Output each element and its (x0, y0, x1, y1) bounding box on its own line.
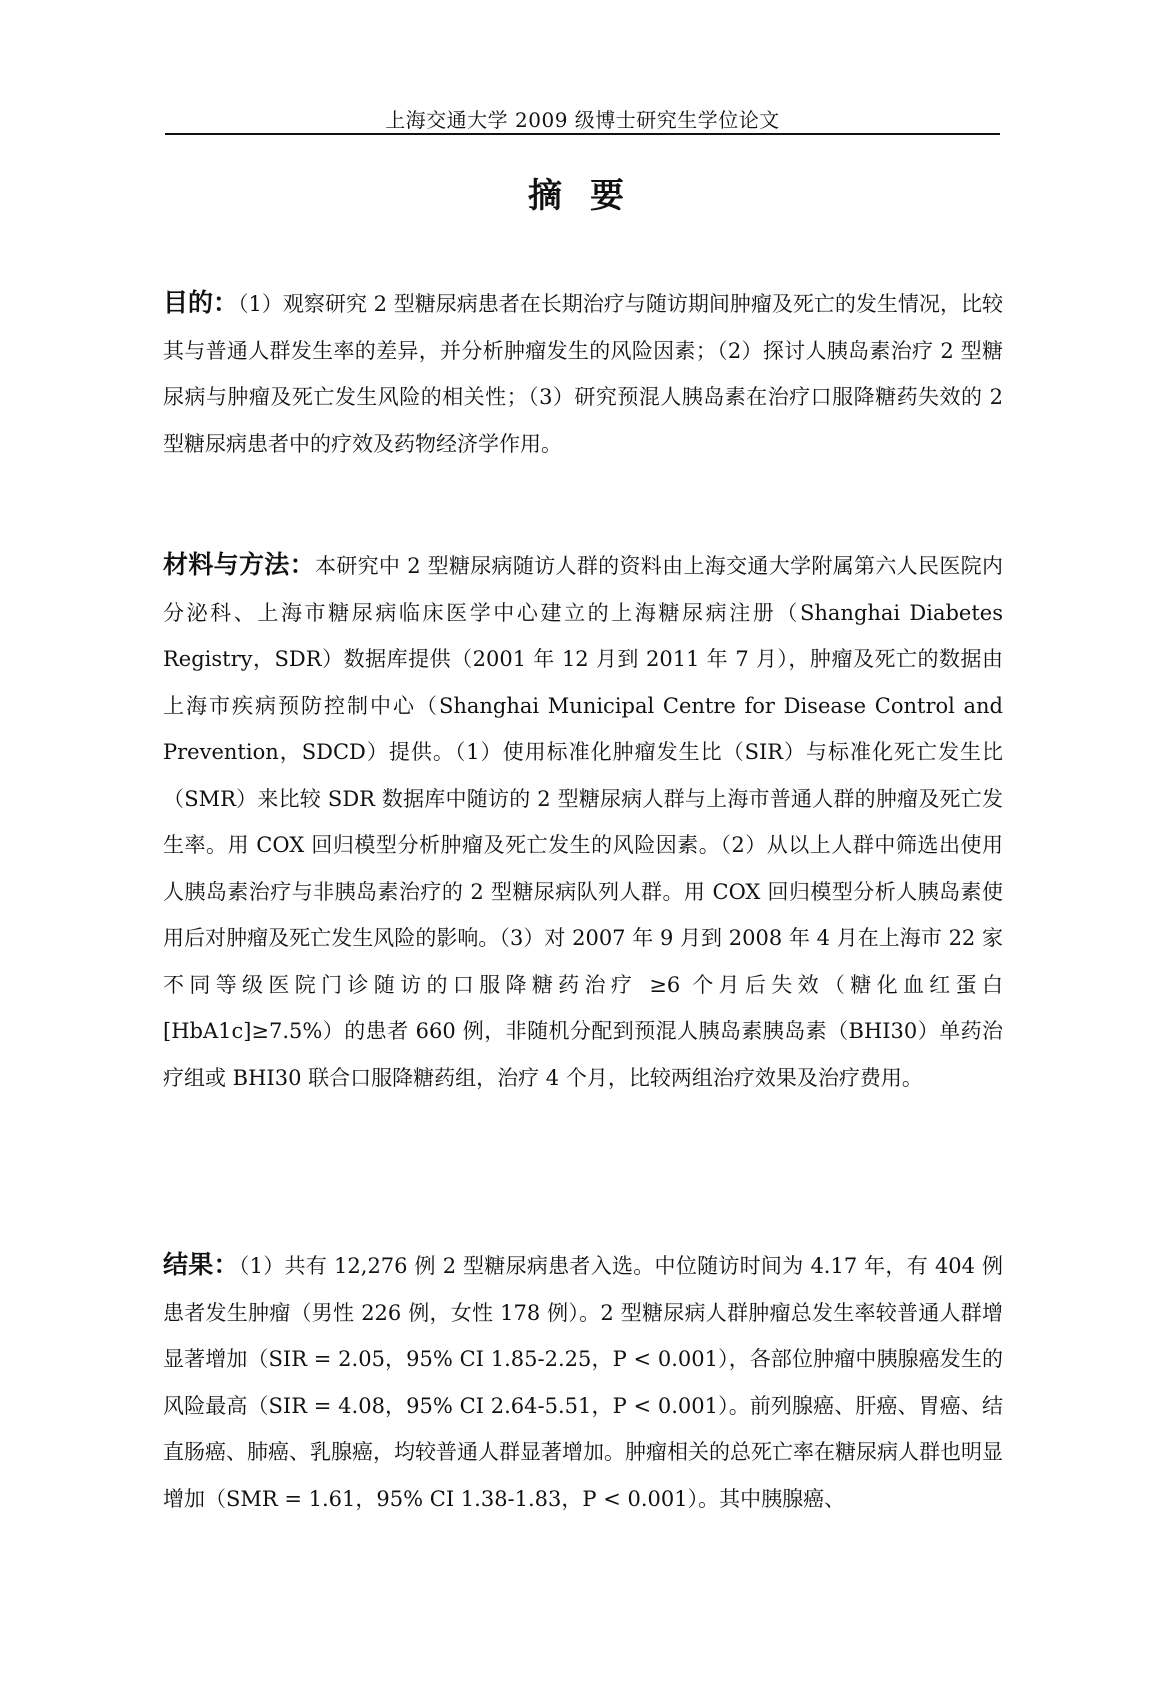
header-rule (165, 133, 1000, 135)
results-section (163, 1242, 1003, 1522)
running-header: 上海交通大学 2009 级博士研究生学位论文 (385, 108, 780, 132)
methods-text: 本研究中 2 型糖尿病随访人群的资料由上海交通大学附属第六人民医院内分泌科、上海市糖尿病临床医学中心建立的上海糖尿病注册（Shanghai Diabetes Registry，SDR）数据库提供（2001 年 12 月到 2011 年 7 月），肿瘤及死亡的数据由上海市疾病预防控制中心（Shanghai Municipal Centre for Disease Control and Prevention，SDCD）提供。（1）使用标准化肿瘤发生比（SIR）与标准化死亡发生比（SMR）来比较 SDR 数据库中随访的 2 型糖尿病人群与上海市普通人群的肿瘤及死亡发生率。用 COX 回归模型分析肿瘤及死亡发生的风险因素。（2）从以上人群中筛选出使用人胰岛素治疗与非胰岛素治疗的 2 型糖尿病队列人群。用 COX 回归模型分析人胰岛素使用后对肿瘤及死亡发生风险的影响。（3）对 2007 年 9 月到 2008 年 4 月在上海市 22 家不同等级医院门诊随访的口服降糖药治疗 ≥6 个月后失效（糖化血红蛋白[HbA1c]≥7.5%）的患者 660 例，非随机分配到预混人胰岛素胰岛素（BHI30）单药治疗组或 BHI30 联合口服降糖药组，治疗 4 个月，比较两组治疗效果及治疗费用。 (163, 554, 1003, 1090)
objective-text: （1）观察研究 2 型糖尿病患者在长期治疗与随访期间肿瘤及死亡的发生情况，比较其与普通人群发生率的差异，并分析肿瘤发生的风险因素；（2）探讨人胰岛素治疗 2 型糖尿病与肿瘤及死亡发生风险的相关性；（3）研究预混人胰岛素在治疗口服降糖药失效的 2 型糖尿病患者中的疗效及药物经济学作用。 (163, 292, 1003, 456)
objective-label: 目的： (163, 288, 239, 317)
page-title: 摘要 (528, 176, 652, 216)
methods-label: 材料与方法： (163, 550, 315, 579)
methods-section (163, 542, 1003, 1101)
results-text: （1）共有 12,276 例 2 型糖尿病患者入选。中位随访时间为 4.17 年，有 404 例患者发生肿瘤（男性 226 例，女性 178 例）。2 型糖尿病人群肿瘤总发生率较普通人群增显著增加（SIR = 2.05，95% CI 1.85-2.25，P < 0.001），各部位肿瘤中胰腺癌发生的风险最高（SIR = 4.08，95% CI 2.64-5.51，P < 0.001）。前列腺癌、肝癌、胃癌、结直肠癌、肺癌、乳腺癌，均较普通人群显著增加。肿瘤相关的总死亡率在糖尿病人群也明显增加（SMR = 1.61，95% CI 1.38-1.83，P < 0.001）。其中胰腺癌、 (163, 1254, 1003, 1511)
results-label: 结果： (163, 1250, 239, 1279)
objective-section (163, 280, 1003, 467)
